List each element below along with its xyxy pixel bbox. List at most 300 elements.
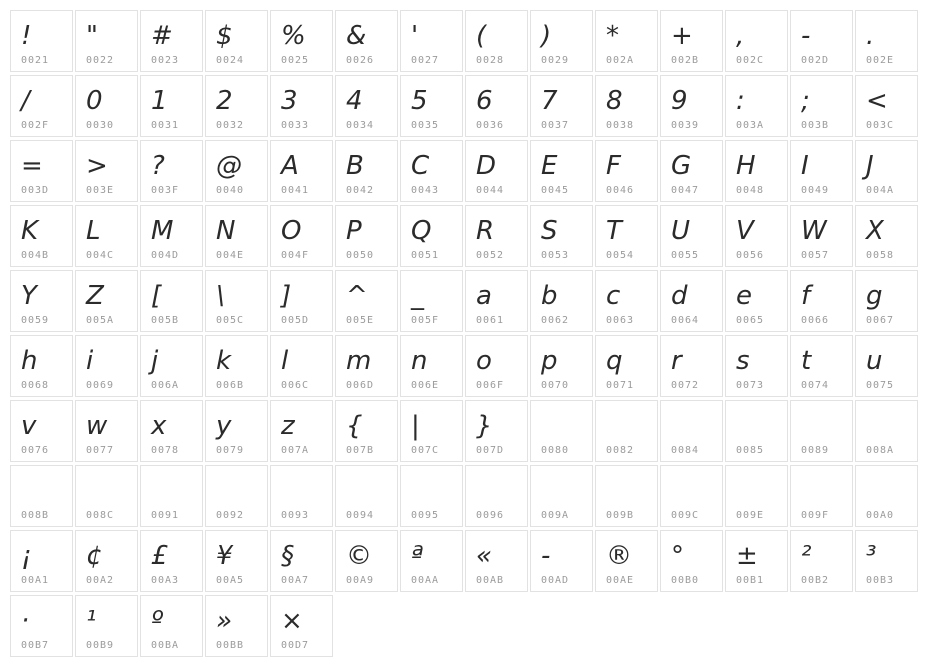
glyph-code-label: 002F (21, 120, 50, 131)
glyph (801, 466, 850, 510)
glyph (736, 466, 785, 510)
glyph-code-label: 0021 (21, 55, 50, 66)
glyph-code-label: 0068 (21, 380, 50, 391)
glyph: R (476, 216, 495, 246)
glyph: = (21, 151, 43, 181)
glyph-cell (10, 140, 73, 202)
glyph-cell (530, 530, 593, 592)
glyph: 2 (216, 86, 233, 116)
glyph-code-label: 002D (801, 55, 830, 66)
glyph: 7 (541, 86, 558, 116)
glyph-cell (530, 270, 593, 332)
glyph-cell (855, 400, 918, 462)
glyph-cell (270, 205, 333, 267)
glyph: 3 (281, 86, 298, 116)
glyph: × (281, 606, 303, 636)
glyph-cell (660, 75, 723, 137)
glyph: - (801, 21, 811, 51)
glyph-code-label: 002E (866, 55, 895, 66)
glyph: M (151, 216, 174, 246)
glyph: s (736, 346, 750, 376)
glyph: ' (411, 21, 419, 51)
glyph: ° (671, 541, 684, 571)
glyph: > (86, 151, 108, 181)
glyph-code-label: 0085 (736, 445, 765, 456)
glyph-code-label: 0031 (151, 120, 180, 131)
glyph-cell (205, 205, 268, 267)
glyph: # (151, 21, 173, 51)
glyph-code-label: 002A (606, 55, 635, 66)
glyph: p (541, 346, 558, 376)
glyph: K (21, 216, 39, 246)
glyph-cell (10, 10, 73, 72)
glyph-code-label: 0049 (801, 185, 830, 196)
glyph-code-label: 004E (216, 250, 245, 261)
glyph-code-label: 0075 (866, 380, 895, 391)
glyph (21, 466, 70, 510)
glyph: k (216, 346, 232, 376)
glyph: O (281, 216, 302, 246)
glyph-code-label: 0094 (346, 510, 375, 521)
glyph (411, 466, 460, 510)
glyph-code-label: 0078 (151, 445, 180, 456)
glyph: \ (216, 281, 225, 311)
glyph-cell (660, 465, 723, 527)
glyph (86, 466, 135, 510)
glyph-cell (595, 10, 658, 72)
glyph-code-label: 0089 (801, 445, 830, 456)
glyph: ) (541, 21, 552, 51)
glyph-cell (595, 335, 658, 397)
glyph-cell (725, 335, 788, 397)
glyph-code-label: 0038 (606, 120, 635, 131)
glyph: l (281, 346, 289, 376)
glyph: _ (411, 281, 424, 311)
glyph-cell (335, 270, 398, 332)
glyph: P (346, 216, 362, 246)
glyph-cell (790, 465, 853, 527)
glyph-cell (855, 270, 918, 332)
glyph-code-label: 0082 (606, 445, 635, 456)
glyph: ® (606, 541, 632, 571)
glyph: o (476, 346, 492, 376)
glyph: c (606, 281, 621, 311)
glyph: < (866, 86, 888, 116)
glyph-code-label: 0063 (606, 315, 635, 326)
glyph-code-label: 0052 (476, 250, 505, 261)
glyph-code-label: 007D (476, 445, 505, 456)
glyph-code-label: 00A5 (216, 575, 245, 586)
glyph: E (541, 151, 558, 181)
glyph (866, 466, 915, 510)
glyph-cell (400, 530, 463, 592)
glyph: e (736, 281, 752, 311)
glyph: ¹ (86, 606, 97, 636)
glyph: x (151, 411, 167, 441)
glyph-cell (465, 270, 528, 332)
glyph: 4 (346, 86, 363, 116)
glyph-cell (75, 10, 138, 72)
glyph-cell (140, 530, 203, 592)
glyph: & (346, 21, 367, 51)
glyph-code-label: 0070 (541, 380, 570, 391)
glyph-cell (790, 205, 853, 267)
glyph: q (606, 346, 623, 376)
glyph-code-label: 006D (346, 380, 375, 391)
glyph (736, 401, 785, 445)
glyph-code-label: 0037 (541, 120, 570, 131)
glyph-code-label: 0055 (671, 250, 700, 261)
glyph-cell (75, 530, 138, 592)
glyph-cell (790, 270, 853, 332)
glyph-code-label: 0034 (346, 120, 375, 131)
glyph-code-label: 007B (346, 445, 375, 456)
glyph (216, 466, 265, 510)
glyph-cell (465, 75, 528, 137)
glyph-cell (530, 465, 593, 527)
glyph-code-label: 00B0 (671, 575, 700, 586)
glyph-code-label: 006A (151, 380, 180, 391)
glyph-code-label: 0054 (606, 250, 635, 261)
glyph: T (606, 216, 622, 246)
glyph-cell (465, 465, 528, 527)
glyph-code-label: 0079 (216, 445, 245, 456)
glyph-cell (660, 530, 723, 592)
glyph-code-label: 006B (216, 380, 245, 391)
glyph: i (86, 346, 94, 376)
glyph-code-label: 0061 (476, 315, 505, 326)
glyph-cell (595, 205, 658, 267)
glyph-cell (205, 595, 268, 657)
glyph-cell (10, 270, 73, 332)
glyph: y (216, 411, 232, 441)
glyph-code-label: 009F (801, 510, 830, 521)
glyph: t (801, 346, 812, 376)
glyph-code-label: 0045 (541, 185, 570, 196)
glyph (151, 466, 200, 510)
glyph-cell (465, 140, 528, 202)
glyph-code-label: 0029 (541, 55, 570, 66)
glyph-code-label: 00B2 (801, 575, 830, 586)
glyph: 8 (606, 86, 623, 116)
glyph-code-label: 0058 (866, 250, 895, 261)
glyph: r (671, 346, 682, 376)
glyph-code-label: 0065 (736, 315, 765, 326)
glyph-code-label: 00BB (216, 640, 245, 651)
glyph-code-label: 0072 (671, 380, 700, 391)
glyph: : (736, 86, 745, 116)
glyph-cell (465, 335, 528, 397)
glyph-code-label: 0059 (21, 315, 50, 326)
glyph-cell (790, 140, 853, 202)
glyph-code-label: 0056 (736, 250, 765, 261)
glyph-cell (660, 270, 723, 332)
glyph: ; (801, 86, 810, 116)
glyph-cell (10, 595, 73, 657)
glyph: B (346, 151, 364, 181)
glyph-code-label: 0040 (216, 185, 245, 196)
glyph: Z (86, 281, 104, 311)
glyph-code-label: 0093 (281, 510, 310, 521)
glyph-code-label: 006F (476, 380, 505, 391)
glyph: ¢ (86, 541, 103, 571)
glyph-code-label: 0027 (411, 55, 440, 66)
glyph-code-label: 00AE (606, 575, 635, 586)
glyph-code-label: 002C (736, 55, 765, 66)
glyph: ( (476, 21, 487, 51)
glyph: 1 (151, 86, 168, 116)
glyph-code-label: 003C (866, 120, 895, 131)
glyph-code-label: 0033 (281, 120, 310, 131)
glyph-cell (75, 270, 138, 332)
glyph-cell (725, 465, 788, 527)
glyph-cell (140, 10, 203, 72)
glyph-code-label: 003D (21, 185, 50, 196)
glyph: ¡ (21, 541, 32, 571)
glyph-cell (270, 10, 333, 72)
glyph (606, 401, 655, 445)
glyph-cell (335, 140, 398, 202)
glyph-code-label: 00A1 (21, 575, 50, 586)
glyph-cell (660, 335, 723, 397)
glyph: b (541, 281, 558, 311)
glyph-cell (270, 400, 333, 462)
glyph-cell (270, 595, 333, 657)
glyph-cell (400, 205, 463, 267)
glyph-code-label: 007A (281, 445, 310, 456)
glyph-code-label: 005E (346, 315, 375, 326)
glyph-code-label: 005F (411, 315, 440, 326)
glyph-cell (10, 75, 73, 137)
glyph-code-label: 005D (281, 315, 310, 326)
glyph: j (151, 346, 159, 376)
glyph: W (801, 216, 827, 246)
glyph-cell (335, 530, 398, 592)
glyph: m (346, 346, 372, 376)
glyph: º (151, 606, 164, 636)
glyph-code-label: 0042 (346, 185, 375, 196)
glyph (281, 466, 330, 510)
glyph: $ (216, 21, 233, 51)
glyph: } (476, 411, 493, 441)
glyph-code-label: 00BA (151, 640, 180, 651)
glyph-cell (725, 140, 788, 202)
glyph-code-label: 00A7 (281, 575, 310, 586)
glyph-cell (400, 335, 463, 397)
glyph-code-label: 0039 (671, 120, 700, 131)
glyph: [ (151, 281, 162, 311)
glyph-code-label: 0071 (606, 380, 635, 391)
glyph-cell (855, 10, 918, 72)
glyph: Q (411, 216, 432, 246)
glyph-code-label: 0080 (541, 445, 570, 456)
glyph-cell (725, 75, 788, 137)
glyph-code-label: 00B1 (736, 575, 765, 586)
glyph-cell (205, 465, 268, 527)
glyph (801, 401, 850, 445)
glyph: 5 (411, 86, 428, 116)
glyph-cell (465, 530, 528, 592)
glyph-cell (205, 10, 268, 72)
glyph: 0 (86, 86, 103, 116)
glyph-code-label: 0035 (411, 120, 440, 131)
glyph-code-label: 00A9 (346, 575, 375, 586)
glyph-cell (660, 205, 723, 267)
glyph: C (411, 151, 430, 181)
glyph-code-label: 0050 (346, 250, 375, 261)
glyph: u (866, 346, 883, 376)
glyph: V (736, 216, 754, 246)
glyph (671, 466, 720, 510)
glyph-cell (790, 335, 853, 397)
glyph-code-label: 0084 (671, 445, 700, 456)
glyph-cell (205, 270, 268, 332)
glyph-cell (595, 140, 658, 202)
glyph-cell (530, 400, 593, 462)
glyph-code-label: 006C (281, 380, 310, 391)
glyph-code-label: 00A3 (151, 575, 180, 586)
glyph: | (411, 411, 420, 441)
glyph-cell (75, 335, 138, 397)
glyph-cell (595, 400, 658, 462)
glyph-cell (205, 335, 268, 397)
glyph-cell (75, 595, 138, 657)
glyph: ] (281, 281, 292, 311)
glyph-code-label: 007C (411, 445, 440, 456)
glyph: - (541, 541, 551, 571)
glyph-cell (530, 75, 593, 137)
glyph-cell (465, 205, 528, 267)
glyph-cell (335, 75, 398, 137)
glyph (541, 401, 590, 445)
glyph: g (866, 281, 883, 311)
glyph-cell (75, 400, 138, 462)
glyph-code-label: 005A (86, 315, 115, 326)
glyph: Y (21, 281, 37, 311)
glyph-cell (595, 75, 658, 137)
glyph-cell (855, 335, 918, 397)
glyph: * (606, 21, 619, 51)
glyph-code-label: 009A (541, 510, 570, 521)
glyph-code-label: 003F (151, 185, 180, 196)
glyph-cell (855, 465, 918, 527)
glyph-code-label: 0043 (411, 185, 440, 196)
glyph-cell (725, 10, 788, 72)
glyph: L (86, 216, 101, 246)
glyph-code-label: 0076 (21, 445, 50, 456)
glyph-cell (205, 530, 268, 592)
glyph-code-label: 003B (801, 120, 830, 131)
glyph-code-label: 00AD (541, 575, 570, 586)
glyph: ! (21, 21, 32, 51)
glyph-cell (140, 270, 203, 332)
glyph: { (346, 411, 363, 441)
glyph-cell (725, 400, 788, 462)
glyph: ? (151, 151, 165, 181)
glyph: D (476, 151, 497, 181)
glyph: ¥ (216, 541, 233, 571)
glyph-cell (400, 10, 463, 72)
glyph-code-label: 008A (866, 445, 895, 456)
glyph-code-label: 006E (411, 380, 440, 391)
glyph-code-label: 0024 (216, 55, 245, 66)
glyph-code-label: 0067 (866, 315, 895, 326)
glyph-code-label: 003E (86, 185, 115, 196)
glyph-code-label: 00A2 (86, 575, 115, 586)
glyph-code-label: 008B (21, 510, 50, 521)
glyph-cell (140, 400, 203, 462)
glyph-cell (725, 205, 788, 267)
glyph-code-label: 004C (86, 250, 115, 261)
glyph-code-label: 0057 (801, 250, 830, 261)
glyph: ³ (866, 541, 877, 571)
glyph-code-label: 009B (606, 510, 635, 521)
glyph-code-label: 009E (736, 510, 765, 521)
glyph: w (86, 411, 108, 441)
glyph: , (736, 21, 745, 51)
glyph: H (736, 151, 756, 181)
glyph-cell (75, 140, 138, 202)
glyph (671, 401, 720, 445)
glyph-cell (400, 465, 463, 527)
glyph: @ (216, 151, 242, 181)
glyph-cell (790, 400, 853, 462)
glyph: § (281, 541, 294, 571)
glyph-cell (140, 465, 203, 527)
glyph-cell (855, 530, 918, 592)
glyph: n (411, 346, 428, 376)
glyph: + (671, 21, 693, 51)
glyph-code-label: 0092 (216, 510, 245, 521)
glyph-code-label: 004D (151, 250, 180, 261)
glyph-cell (335, 335, 398, 397)
glyph: 6 (476, 86, 493, 116)
glyph: « (476, 541, 493, 571)
glyph-code-label: 0069 (86, 380, 115, 391)
glyph-code-label: 00A0 (866, 510, 895, 521)
glyph-code-label: 0041 (281, 185, 310, 196)
glyph-code-label: 004A (866, 185, 895, 196)
glyph-code-label: 00B7 (21, 640, 50, 651)
glyph-code-label: 005B (151, 315, 180, 326)
glyph-cell (10, 205, 73, 267)
glyph: v (21, 411, 37, 441)
glyph-cell (725, 270, 788, 332)
glyph-code-label: 0062 (541, 315, 570, 326)
glyph: ± (736, 541, 758, 571)
glyph-code-label: 0036 (476, 120, 505, 131)
glyph-cell (205, 75, 268, 137)
glyph-cell (75, 205, 138, 267)
glyph-code-label: 0095 (411, 510, 440, 521)
glyph: · (21, 606, 30, 636)
glyph: ª (411, 541, 424, 571)
glyph: U (671, 216, 691, 246)
glyph-code-label: 0096 (476, 510, 505, 521)
glyph-code-label: 00B9 (86, 640, 115, 651)
glyph-code-label: 00AA (411, 575, 440, 586)
glyph-code-label: 004F (281, 250, 310, 261)
glyph: f (801, 281, 811, 311)
glyph: 9 (671, 86, 688, 116)
glyph-code-label: 0066 (801, 315, 830, 326)
glyph-cell (660, 400, 723, 462)
glyph: . (866, 21, 875, 51)
glyph: z (281, 411, 295, 441)
glyph (476, 466, 525, 510)
glyph (541, 466, 590, 510)
glyph-code-label: 0073 (736, 380, 765, 391)
